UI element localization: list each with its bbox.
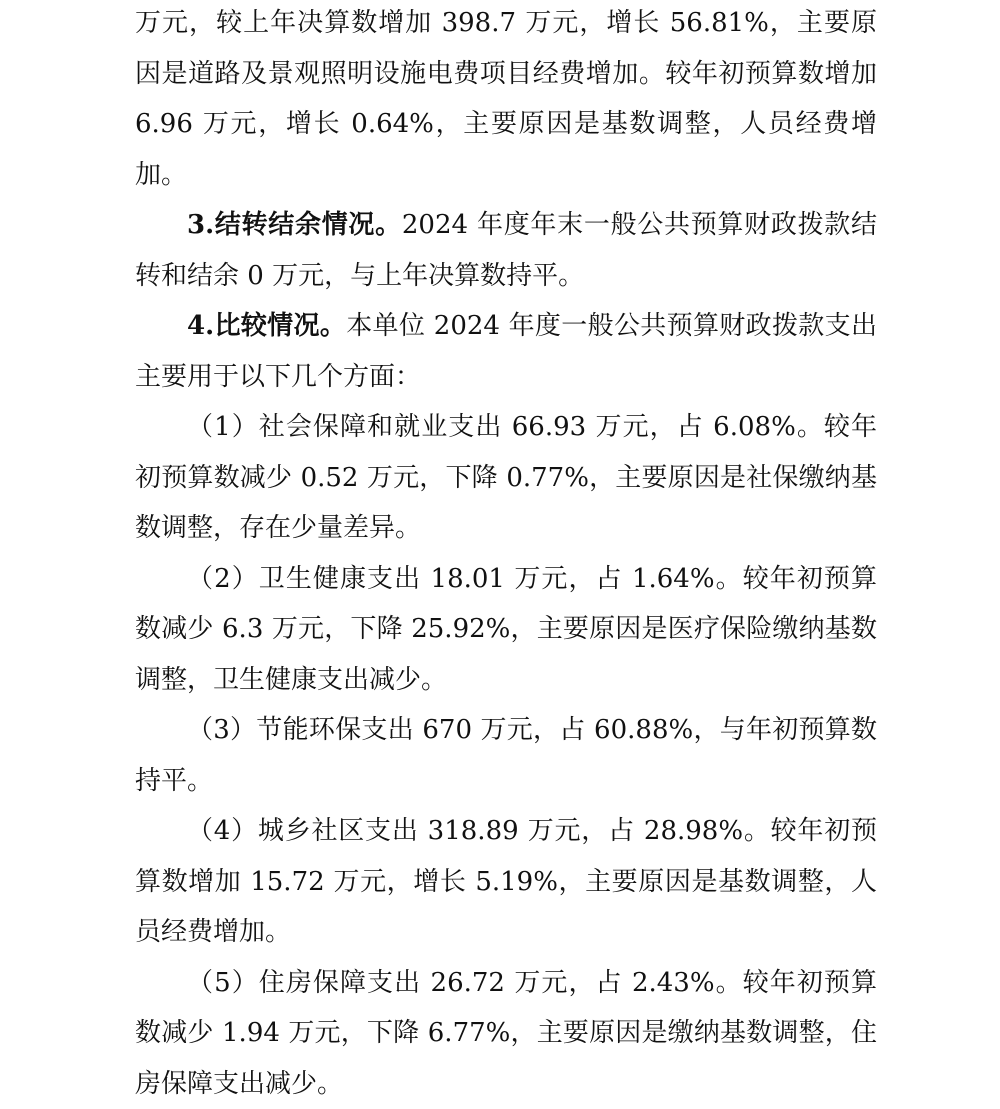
list-item-text: （1）社会保障和就业支出 66.93 万元，占 6.08%。较年初预算数减少 0.52 万元，下降 0.77%，主要原因是社保缴纳基数调整，存在少量差异。 bbox=[135, 412, 877, 543]
list-item bbox=[135, 554, 877, 706]
list-item-text: （4）城乡社区支出 318.89 万元，占 28.98%。较年初预算数增加 15.72 万元，增长 5.19%，主要原因是基数调整，人员经费增加。 bbox=[135, 816, 877, 947]
section-heading: 3.结转结余情况。 bbox=[187, 210, 402, 240]
list-item-text: （2）卫生健康支出 18.01 万元，占 1.64%。较年初预算数减少 6.3 万元，下降 25.92%，主要原因是医疗保险缴纳基数调整，卫生健康支出减少。 bbox=[135, 564, 877, 695]
list-item bbox=[135, 402, 877, 554]
paragraph-text: 万元，较上年决算数增加 398.7 万元，增长 56.81%，主要原因是道路及景观照明设施电费项目经费增加。较年初预算数增加 6.96 万元，增长 0.64%，主要原因是基数调整，人员经费增加。 bbox=[135, 8, 877, 190]
paragraph-text: 2024 年度年末一般公共预算财政拨款结转和结余 0 万元，与上年决算数持平。 bbox=[135, 210, 877, 291]
section-heading: 4.比较情况。 bbox=[187, 311, 346, 341]
list-item-text: （3）节能环保支出 670 万元，占 60.88%，与年初预算数持平。 bbox=[135, 715, 877, 796]
list-item bbox=[135, 705, 877, 806]
list-item bbox=[135, 806, 877, 958]
list-item bbox=[135, 958, 877, 1109]
paragraph-text: 本单位 2024 年度一般公共预算财政拨款支出主要用于以下几个方面： bbox=[135, 311, 877, 392]
paragraph-comparison bbox=[135, 301, 877, 402]
list-item-text: （5）住房保障支出 26.72 万元，占 2.43%。较年初预算数减少 1.94 万元，下降 6.77%，主要原因是缴纳基数调整，住房保障支出减少。 bbox=[135, 968, 877, 1099]
paragraph-carryover-balance bbox=[135, 200, 877, 301]
document-page bbox=[135, 0, 877, 1109]
paragraph-continuation bbox=[135, 0, 877, 200]
